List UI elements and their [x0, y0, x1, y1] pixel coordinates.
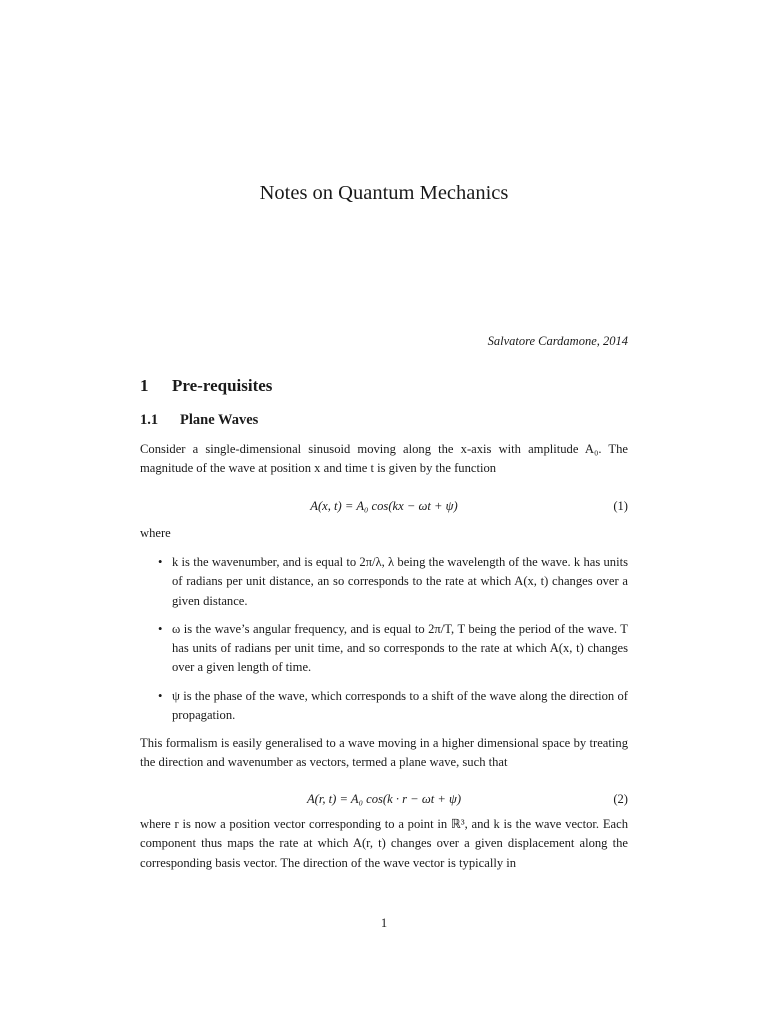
- paragraph-intro: Consider a single-dimensional sinusoid moving along the x-axis with amplitude A₀. The magnitude of the wave at position x and time t is given by the function: [140, 442, 628, 476]
- subsection-number: 1.1: [140, 412, 159, 428]
- equation-1-body: A(x, t) = A₀ cos(kx − ωt + ψ): [310, 499, 458, 513]
- paragraph-wave-vector: where r is now a position vector corresponding to a point in ℝ³, and k is the wave vector. Each component thus maps the rate at which A(r, t) changes over a given displacement along the corresponding basis vector. The direction of the wave vector is typically in: [140, 817, 628, 870]
- bullet-icon: •: [158, 621, 163, 636]
- document-title: Notes on Quantum Mechanics: [259, 182, 509, 204]
- bullet-icon: •: [158, 555, 163, 569]
- section-heading: [140, 376, 272, 396]
- list-item: [140, 620, 628, 678]
- bullet-icon: •: [158, 688, 163, 703]
- list-item-text: k is the wavenumber, and is equal to 2π/λ, λ being the wavelength of the wave. k has units of radians per unit distance, an so corresponds to the rate at which A(x, t) changes over a given distance.: [172, 555, 628, 608]
- subsection-heading: [140, 412, 258, 429]
- equation-2-body: A(r, t) = A₀ cos(k · r − ωt + ψ): [306, 792, 462, 806]
- list-item-text: ω is the wave’s angular frequency, and is equal to 2π/T, T being the period of the wave. T has units of radians per unit time, and so corresponds to the rate at which A(x, t) changes over a given length of time.: [172, 621, 628, 675]
- bullet-list: [140, 553, 628, 734]
- equation-2-tag: (2): [613, 792, 628, 806]
- list-item-text: ψ is the phase of the wave, which corresponds to a shift of the wave along the direction of propagation.: [172, 688, 628, 723]
- section-number: 1: [140, 376, 149, 395]
- paragraph-plane-wave: This formalism is easily generalised to a wave moving in a higher dimensional space by treating the direction and wavenumber as vectors, termed a plane wave, such that: [140, 736, 628, 770]
- list-item: [140, 687, 628, 726]
- subsection-title: Plane Waves: [180, 412, 259, 428]
- list-item: [140, 553, 628, 611]
- page-number: 1: [380, 916, 388, 930]
- paragraph-where: where: [140, 526, 171, 540]
- section-title: Pre-requisites: [172, 376, 273, 395]
- author-line: Salvatore Cardamone, 2014: [487, 334, 628, 348]
- equation-1-tag: (1): [613, 499, 628, 513]
